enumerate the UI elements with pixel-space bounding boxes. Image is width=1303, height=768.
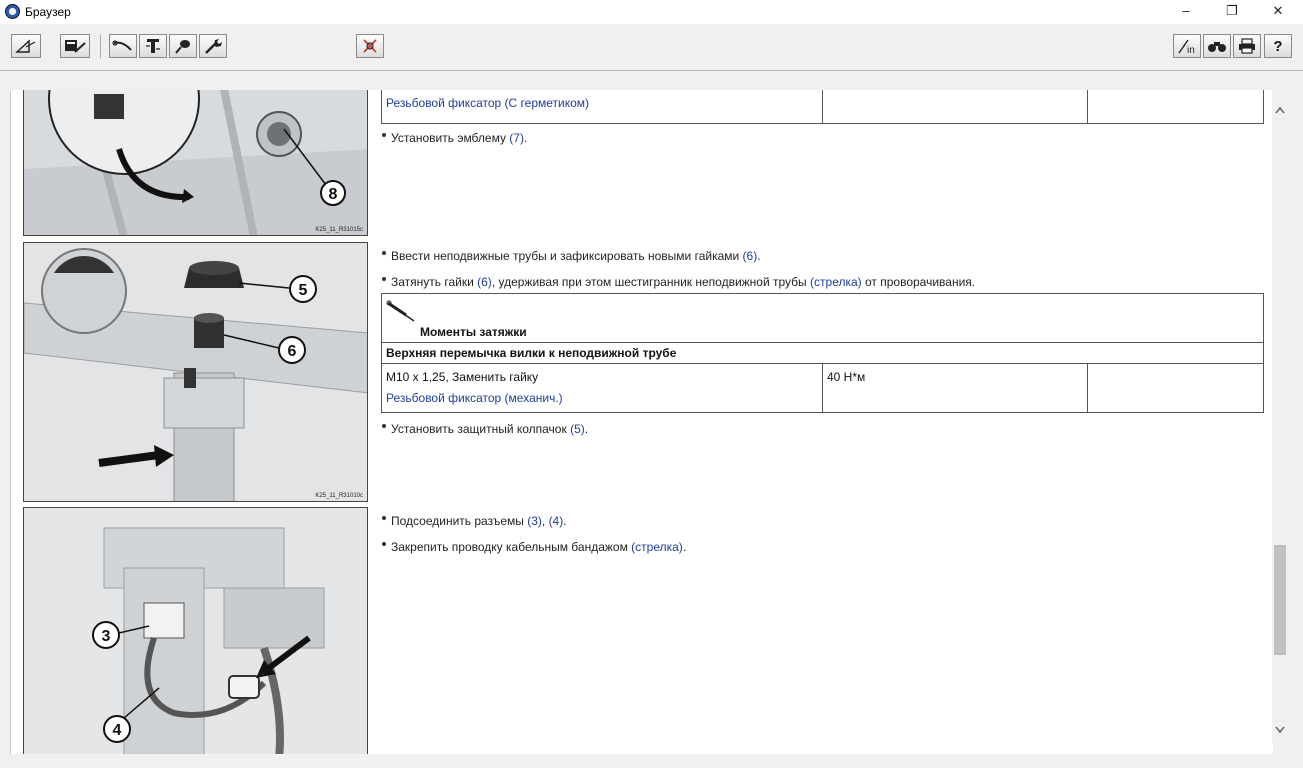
triangle-ruler-button[interactable] (11, 34, 41, 58)
binoculars-icon (1207, 38, 1227, 54)
ref-link-5[interactable]: (5) (570, 422, 585, 436)
callout-8: 8 (328, 186, 338, 203)
scroll-thumb[interactable] (1274, 545, 1286, 655)
help-icon: ? (1273, 37, 1283, 55)
no-tool-button[interactable] (356, 34, 384, 58)
torque-wrench-icon (386, 300, 422, 322)
search-button[interactable] (1203, 34, 1231, 58)
figure-tubes (23, 242, 368, 502)
print-button[interactable] (1233, 34, 1261, 58)
instruction-nuts: Затянуть гайки (6), удерживая при этом шестигранник неподвижной трубы (стрелка) от проворачивания. (382, 275, 975, 289)
info-icon (1176, 37, 1198, 55)
fixer-link[interactable]: Резьбовой фиксатор (С герметиком) (386, 96, 590, 110)
figure-code: K25_11_R31010c (315, 493, 363, 499)
instruction-tubes: Ввести неподвижные трубы и зафиксировать новыми гайками (6). (382, 249, 761, 263)
info-button[interactable] (1173, 34, 1201, 58)
table-row (382, 343, 1264, 364)
instruction-wiring: Закрепить проводку кабельным бандажом (стрелка). (382, 540, 686, 554)
instruction-cap: Установить защитный колпачок (5). (382, 422, 588, 436)
minimize-button[interactable]: – (1182, 3, 1190, 18)
spanner-icon (203, 37, 223, 55)
scroll-up-icon[interactable] (1272, 104, 1288, 120)
torque-table (381, 293, 1264, 413)
fixer-link[interactable]: Резьбовой фиксатор (механич.) (386, 391, 563, 405)
document-pen-button[interactable] (60, 34, 90, 58)
window-title: Браузер (25, 5, 71, 19)
connectors-illustration (24, 508, 368, 754)
ref-link-arrow[interactable]: (стрелка) (631, 540, 683, 554)
top-torque-table (381, 90, 1264, 124)
spanner-button[interactable] (199, 34, 227, 58)
bolt-torque-button[interactable] (139, 34, 167, 58)
title-bar (0, 0, 1303, 24)
torque-spec: M10 x 1,25, Заменить гайку (386, 370, 539, 384)
torque-value: 40 Н*м (823, 364, 1088, 413)
scroll-down-icon[interactable] (1272, 724, 1288, 740)
svg-text:in: in (1187, 45, 1195, 55)
lubricant-button[interactable] (169, 34, 197, 58)
instruction-connectors: Подсоединить разъемы (3), (4). (382, 514, 567, 528)
printer-icon (1237, 38, 1257, 54)
vertical-scrollbar[interactable] (1272, 90, 1288, 742)
callout-5: 5 (298, 282, 308, 299)
bmw-logo-icon (5, 4, 20, 19)
toolbar (0, 24, 1303, 71)
bullet-icon (382, 277, 386, 281)
document-content (10, 90, 1273, 754)
table-row (382, 90, 1264, 124)
help-button[interactable] (1264, 34, 1292, 58)
figure-emblem (23, 90, 368, 236)
wrench-curve-icon (112, 38, 134, 54)
callout-3: 3 (101, 628, 111, 645)
ref-link-6[interactable]: (6) (742, 249, 758, 263)
callout-4: 4 (112, 722, 122, 739)
document-pen-icon (63, 37, 87, 55)
bullet-icon (382, 542, 386, 546)
torque-header: Моменты затяжки (420, 325, 527, 339)
bolt-torque-icon (143, 37, 163, 55)
instruction-emblem: Установить эмблему (7). (382, 131, 527, 145)
no-tool-icon (360, 37, 380, 55)
figure-connectors (23, 507, 368, 754)
lubricant-icon (173, 37, 193, 55)
status-bar (0, 754, 1303, 768)
bullet-icon (382, 424, 386, 428)
ref-link-7[interactable]: (7) (509, 131, 524, 145)
close-button[interactable]: ✕ (1272, 3, 1284, 18)
torque-section: Верхняя перемычка вилки к неподвижной трубе (382, 343, 1264, 364)
bullet-icon (382, 516, 386, 520)
table-row (382, 364, 1264, 413)
callout-6: 6 (287, 343, 297, 360)
bullet-icon (382, 251, 386, 255)
table-row (382, 294, 1264, 343)
figure-code: K25_11_R31015c (315, 227, 363, 233)
emblem-illustration (24, 90, 368, 236)
ref-link-6[interactable]: (6) (477, 275, 492, 289)
wrench-curve-button[interactable] (109, 34, 137, 58)
bullet-icon (382, 133, 386, 137)
ref-link-arrow[interactable]: (стрелка) (810, 275, 862, 289)
toolbar-separator (100, 34, 101, 58)
tubes-illustration (24, 243, 368, 502)
restore-button[interactable]: ❐ (1226, 3, 1238, 18)
ref-link-3[interactable]: (3) (527, 514, 542, 528)
ref-link-4[interactable]: (4) (548, 514, 564, 528)
triangle-ruler-icon (15, 38, 37, 54)
